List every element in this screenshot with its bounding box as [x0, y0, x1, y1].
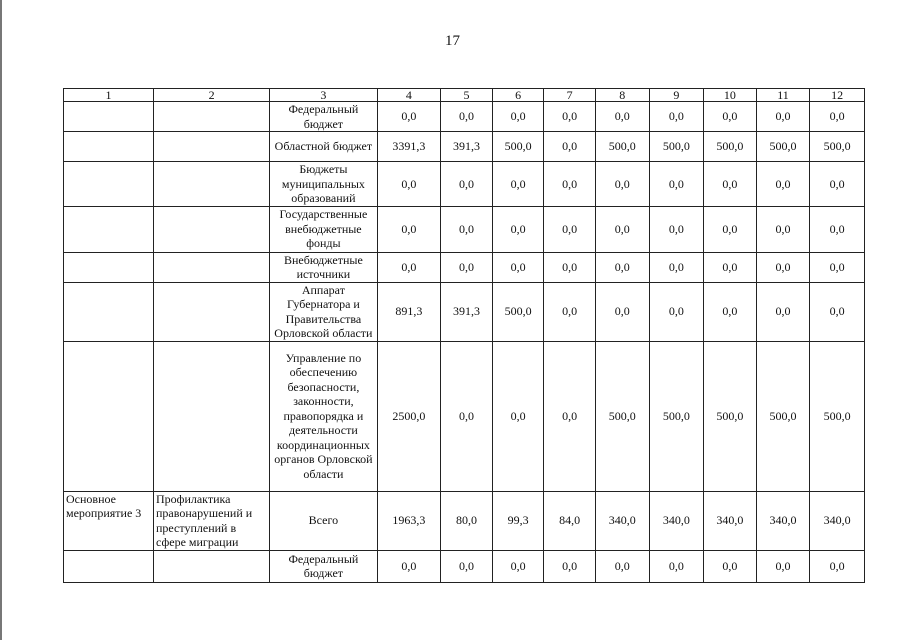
value-cell: 0,0	[756, 162, 810, 207]
value-cell: 0,0	[441, 162, 493, 207]
value-cell: 0,0	[544, 550, 596, 582]
value-cell: 0,0	[649, 102, 704, 132]
value-cell: 0,0	[756, 102, 810, 132]
activity-cell	[64, 282, 154, 341]
value-cell: 0,0	[441, 252, 493, 282]
value-cell: 0,0	[492, 341, 544, 491]
value-cell: 0,0	[756, 550, 810, 582]
value-cell: 0,0	[377, 102, 441, 132]
value-cell: 0,0	[595, 550, 649, 582]
activity-cell	[64, 341, 154, 491]
value-cell: 0,0	[595, 102, 649, 132]
activity-cell	[64, 132, 154, 162]
page-left-edge	[0, 0, 2, 640]
value-cell: 0,0	[492, 102, 544, 132]
value-cell: 99,3	[492, 491, 544, 550]
table-row	[64, 282, 865, 341]
value-cell: 0,0	[595, 252, 649, 282]
header-cell: 9	[649, 89, 704, 102]
value-cell: 0,0	[649, 252, 704, 282]
value-cell: 0,0	[377, 550, 441, 582]
funding-source-cell: Государственные внебюджетные фонды	[270, 206, 377, 252]
value-cell: 80,0	[441, 491, 493, 550]
value-cell: 1963,3	[377, 491, 441, 550]
value-cell: 500,0	[810, 341, 865, 491]
value-cell: 500,0	[810, 132, 865, 162]
activity-name-cell	[154, 252, 270, 282]
value-cell: 500,0	[704, 132, 757, 162]
value-cell: 0,0	[492, 252, 544, 282]
activity-name-cell: Профилактика правонарушений и преступлений в сфере миграции	[154, 491, 270, 550]
value-cell: 0,0	[810, 206, 865, 252]
value-cell: 0,0	[810, 550, 865, 582]
value-cell: 500,0	[595, 132, 649, 162]
value-cell: 500,0	[492, 282, 544, 341]
value-cell: 0,0	[810, 162, 865, 207]
value-cell: 500,0	[756, 341, 810, 491]
value-cell: 0,0	[441, 550, 493, 582]
value-cell: 0,0	[704, 206, 757, 252]
value-cell: 0,0	[756, 252, 810, 282]
table-row	[64, 162, 865, 207]
value-cell: 0,0	[756, 206, 810, 252]
value-cell: 0,0	[704, 252, 757, 282]
activity-name-cell	[154, 132, 270, 162]
value-cell: 0,0	[441, 341, 493, 491]
value-cell: 0,0	[810, 102, 865, 132]
value-cell: 340,0	[810, 491, 865, 550]
header-cell: 3	[270, 89, 377, 102]
funding-source-cell: Бюджеты муниципальных образований	[270, 162, 377, 207]
value-cell: 0,0	[544, 132, 596, 162]
value-cell: 0,0	[377, 206, 441, 252]
header-cell: 1	[64, 89, 154, 102]
table-row	[64, 102, 865, 132]
value-cell: 0,0	[704, 162, 757, 207]
value-cell: 2500,0	[377, 341, 441, 491]
table-row	[64, 341, 865, 491]
header-cell: 4	[377, 89, 441, 102]
value-cell: 0,0	[544, 282, 596, 341]
value-cell: 0,0	[492, 162, 544, 207]
table-row	[64, 550, 865, 582]
value-cell: 340,0	[649, 491, 704, 550]
value-cell: 0,0	[544, 206, 596, 252]
value-cell: 500,0	[492, 132, 544, 162]
funding-source-cell: Аппарат Губернатора и Правительства Орловской области	[270, 282, 377, 341]
value-cell: 500,0	[704, 341, 757, 491]
value-cell: 0,0	[649, 550, 704, 582]
value-cell: 84,0	[544, 491, 596, 550]
activity-name-cell	[154, 282, 270, 341]
activity-name-cell	[154, 102, 270, 132]
header-cell: 5	[441, 89, 493, 102]
activity-name-cell	[154, 341, 270, 491]
funding-source-cell: Всего	[270, 491, 377, 550]
value-cell: 0,0	[810, 282, 865, 341]
activity-cell	[64, 102, 154, 132]
value-cell: 0,0	[704, 550, 757, 582]
value-cell: 0,0	[649, 162, 704, 207]
value-cell: 391,3	[441, 132, 493, 162]
table-row	[64, 491, 865, 550]
value-cell: 500,0	[595, 341, 649, 491]
value-cell: 891,3	[377, 282, 441, 341]
funding-source-cell: Федеральный бюджет	[270, 102, 377, 132]
header-cell: 8	[595, 89, 649, 102]
table-row	[64, 132, 865, 162]
value-cell: 500,0	[649, 132, 704, 162]
funding-source-cell: Областной бюджет	[270, 132, 377, 162]
activity-name-cell	[154, 550, 270, 582]
activity-cell	[64, 162, 154, 207]
header-cell: 11	[756, 89, 810, 102]
value-cell: 0,0	[377, 162, 441, 207]
value-cell: 500,0	[756, 132, 810, 162]
value-cell: 0,0	[810, 252, 865, 282]
activity-cell: Основное мероприятие 3	[64, 491, 154, 550]
header-cell: 10	[704, 89, 757, 102]
activity-name-cell	[154, 162, 270, 207]
activity-name-cell	[154, 206, 270, 252]
activity-cell	[64, 550, 154, 582]
value-cell: 0,0	[492, 206, 544, 252]
budget-table	[63, 88, 865, 583]
funding-source-cell: Управление по обеспечению безопасности, законности, правопорядка и деятельности координационных органов Орловской области	[270, 341, 377, 491]
value-cell: 340,0	[756, 491, 810, 550]
activity-cell	[64, 252, 154, 282]
funding-source-cell: Федеральный бюджет	[270, 550, 377, 582]
header-row	[64, 89, 865, 102]
value-cell: 0,0	[704, 102, 757, 132]
value-cell: 0,0	[544, 102, 596, 132]
value-cell: 0,0	[704, 282, 757, 341]
value-cell: 0,0	[544, 162, 596, 207]
value-cell: 0,0	[649, 206, 704, 252]
value-cell: 0,0	[544, 341, 596, 491]
value-cell: 0,0	[441, 206, 493, 252]
header-cell: 6	[492, 89, 544, 102]
table-row	[64, 252, 865, 282]
header-cell: 7	[544, 89, 596, 102]
value-cell: 0,0	[441, 102, 493, 132]
value-cell: 0,0	[544, 252, 596, 282]
value-cell: 500,0	[649, 341, 704, 491]
value-cell: 0,0	[377, 252, 441, 282]
value-cell: 391,3	[441, 282, 493, 341]
value-cell: 0,0	[649, 282, 704, 341]
activity-cell	[64, 206, 154, 252]
funding-source-cell: Внебюджетные источники	[270, 252, 377, 282]
value-cell: 0,0	[492, 550, 544, 582]
header-cell: 12	[810, 89, 865, 102]
value-cell: 3391,3	[377, 132, 441, 162]
value-cell: 0,0	[595, 206, 649, 252]
value-cell: 340,0	[704, 491, 757, 550]
value-cell: 0,0	[595, 282, 649, 341]
value-cell: 0,0	[756, 282, 810, 341]
value-cell: 340,0	[595, 491, 649, 550]
header-cell: 2	[154, 89, 270, 102]
table-row	[64, 206, 865, 252]
value-cell: 0,0	[595, 162, 649, 207]
page-number: 17	[445, 33, 460, 49]
